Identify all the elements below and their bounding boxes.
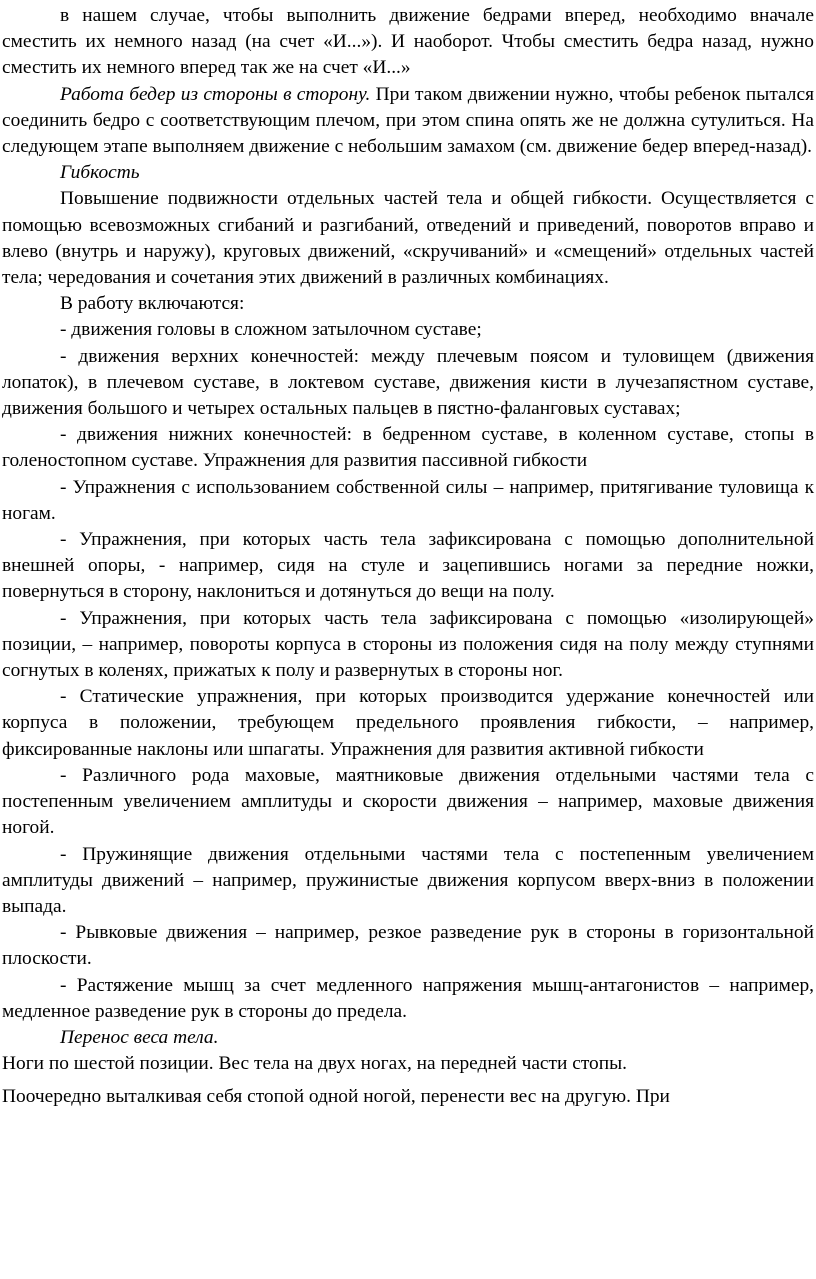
list-item-upper-limbs: - движения верхних конечностей: между плечевым поясом и туловищем (движения лопаток), в плечевом суставе, в локтевом суставе, движения кисти в лучезапястном суставе, движения большого и четырех остальных пальцев в пястно-фаланговых суставах; bbox=[2, 345, 814, 420]
list-item-stretch: - Растяжение мышц за счет медленного напряжения мышц-антагонистов – например, медленное разведение рук в стороны до предела. bbox=[2, 974, 814, 1022]
paragraph-includes: В работу включаются: bbox=[60, 293, 245, 315]
list-item-external-support: - Упражнения, при которых часть тела зафиксирована с помощью дополнительной внешней опоры, - например, сидя на стуле и зацепившись ногами за передние ножки, повернуться в сторону, наклониться и дотянуться до вещи на полу. bbox=[2, 529, 814, 603]
paragraph-hip-side bbox=[2, 82, 814, 161]
paragraph-hip-side-text: При таком движении нужно, чтобы ребенок пытался соединить бедро с соответствующим плечом, при этом спина опять же не должна сутулиться. На следующем этапе выполняем движение с небольшим замахом (см. движение бедер вперед-назад). bbox=[2, 83, 815, 158]
paragraph-hip-forward: в нашем случае, чтобы выполнить движение бедрами вперед, необходимо вначале сместить их немного назад (на счет «И...»). И наоборот. Чтобы сместить бедра назад, нужно сместить их немного вперед так же на счет «И...» bbox=[2, 5, 814, 79]
list-item-lower-limbs: - движения нижних конечностей: в бедренном суставе, в коленном суставе, стопы в голеностопном суставе. Упражнения для развития пассивной гибкости bbox=[2, 424, 814, 472]
list-item-swing: - Различного рода маховые, маятниковые движения отдельными частями тела с постепенным увеличением амплитуды и скорости движения – например, маховые движения ногой. bbox=[2, 764, 814, 839]
list-item-static: - Статические упражнения, при которых производится удержание конечностей или корпуса в положении, требующем предельного проявления гибкости, – например, фиксированные наклоны или шпагаты. Упражнения для развития активной гибкости bbox=[2, 686, 814, 760]
list-item-head: - движения головы в сложном затылочном суставе; bbox=[60, 319, 482, 341]
list-item-own-strength: - Упражнения с использованием собственной силы – например, притягивание туловища к ногам. bbox=[2, 476, 814, 524]
paragraph-sixth-position: Ноги по шестой позиции. Вес тела на двух ногах, на передней части стопы. bbox=[2, 1053, 628, 1075]
list-item-jerk: - Рывковые движения – например, резкое разведение рук в стороны в горизонтальной плоскости. bbox=[2, 922, 814, 970]
paragraph-flexibility-intro: Повышение подвижности отдельных частей тела и общей гибкости. Осуществляется с помощью всевозможных сгибаний и разгибаний, отведений и приведений, поворотов вправо и влево (внутрь и наружу), круговых движений, «скручиваний» и «смещений» отдельных частей тела; чередования и сочетания этих движений в различных комбинациях. bbox=[2, 188, 814, 289]
list-item-springing: - Пружинящие движения отдельными частями тела с постепенным увеличением амплитуды движений – например, пружинистые движения корпусом вверх-вниз в положении выпада. bbox=[2, 843, 814, 917]
heading-weight-transfer: Перенос веса тела. bbox=[60, 1026, 219, 1048]
list-item-isolating-position: - Упражнения, при которых часть тела зафиксирована с помощью «изолирующей» позиции, – например, повороты корпуса в стороны из положения сидя на полу между ступнями согнутых в коленях, прижатых к полу и развернутых в стороны ног. bbox=[2, 607, 814, 682]
paragraph-hip-side-lead: Работа бедер из стороны в сторону. bbox=[60, 83, 371, 105]
paragraph-alternate-push: Поочередно выталкивая себя стопой одной ногой, перенести вес на другую. При bbox=[2, 1086, 670, 1108]
heading-flexibility: Гибкость bbox=[60, 162, 140, 184]
